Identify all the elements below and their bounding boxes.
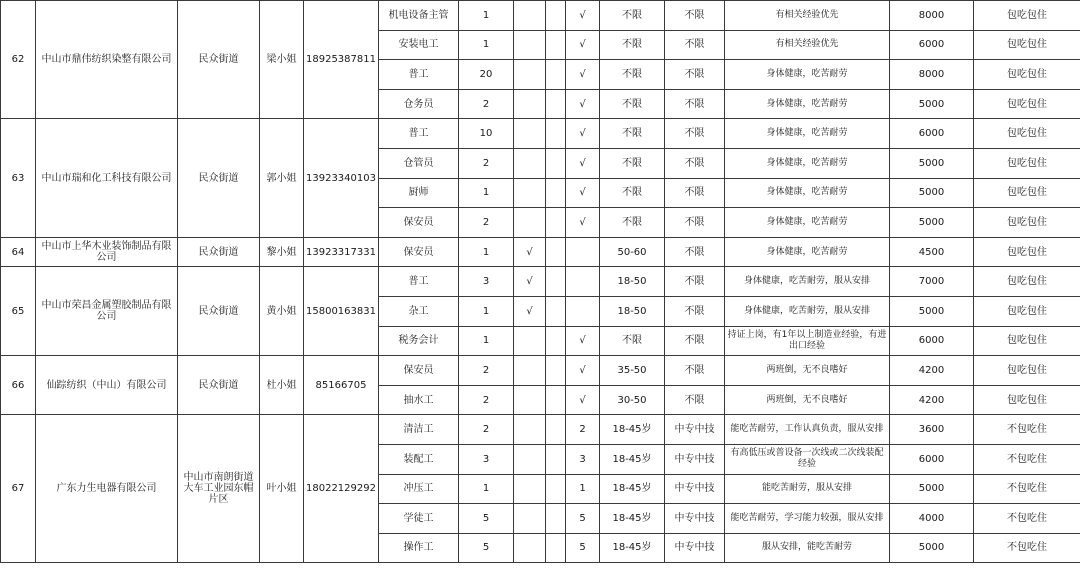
job-requirements: 身体健康，吃苦耐劳	[725, 178, 890, 208]
company-street: 中山市南朗街道大车工业园东帽片区	[178, 415, 260, 563]
job-mark-2	[546, 119, 566, 149]
job-age: 18-45岁	[600, 444, 665, 474]
job-mark-3: √	[566, 208, 600, 238]
job-age: 18-45岁	[600, 533, 665, 563]
job-requirements: 能吃苦耐劳，服从安排	[725, 474, 890, 504]
contact-person: 黎小姐	[260, 237, 304, 267]
job-salary: 5000	[890, 89, 974, 119]
job-mark-3: √	[566, 1, 600, 31]
job-mark-1	[514, 533, 546, 563]
job-age: 18-45岁	[600, 504, 665, 534]
job-benefits: 包吃包住	[974, 326, 1080, 356]
job-mark-2	[546, 267, 566, 297]
job-mark-2	[546, 148, 566, 178]
job-education: 不限	[665, 89, 725, 119]
job-education: 中专中技	[665, 415, 725, 445]
job-education: 不限	[665, 30, 725, 60]
job-age: 不限	[600, 148, 665, 178]
job-mark-2	[546, 356, 566, 386]
job-benefits: 包吃包住	[974, 1, 1080, 31]
job-mark-3	[566, 237, 600, 267]
job-age: 不限	[600, 89, 665, 119]
job-count: 2	[459, 356, 514, 386]
job-benefits: 包吃包住	[974, 89, 1080, 119]
job-education: 不限	[665, 148, 725, 178]
job-mark-1: √	[514, 296, 546, 326]
job-mark-3: 5	[566, 504, 600, 534]
job-salary: 6000	[890, 444, 974, 474]
job-education: 不限	[665, 296, 725, 326]
job-salary: 3600	[890, 415, 974, 445]
job-education: 不限	[665, 237, 725, 267]
job-requirements: 身体健康，吃苦耐劳	[725, 119, 890, 149]
job-mark-1	[514, 119, 546, 149]
job-benefits: 包吃包住	[974, 385, 1080, 415]
job-mark-3: 2	[566, 415, 600, 445]
job-title: 学徒工	[379, 504, 459, 534]
job-education: 中专中技	[665, 444, 725, 474]
job-age: 不限	[600, 1, 665, 31]
company-number: 67	[1, 415, 36, 563]
job-count: 1	[459, 296, 514, 326]
job-education: 中专中技	[665, 504, 725, 534]
table-row	[1, 415, 1080, 445]
job-mark-1	[514, 60, 546, 90]
job-education: 不限	[665, 1, 725, 31]
job-mark-2	[546, 533, 566, 563]
job-age: 不限	[600, 30, 665, 60]
job-count: 3	[459, 267, 514, 297]
job-mark-2	[546, 385, 566, 415]
job-salary: 4500	[890, 237, 974, 267]
job-count: 1	[459, 30, 514, 60]
job-benefits: 包吃包住	[974, 356, 1080, 386]
job-mark-2	[546, 178, 566, 208]
job-mark-2	[546, 326, 566, 356]
job-benefits: 包吃包住	[974, 296, 1080, 326]
job-benefits: 不包吃住	[974, 474, 1080, 504]
company-street: 民众街道	[178, 119, 260, 237]
job-mark-3: √	[566, 178, 600, 208]
contact-phone: 85166705	[304, 356, 379, 415]
table-row	[1, 1, 1080, 31]
job-mark-2	[546, 30, 566, 60]
job-count: 2	[459, 385, 514, 415]
job-mark-1	[514, 1, 546, 31]
job-title: 保安员	[379, 356, 459, 386]
job-requirements: 身体健康，吃苦耐劳	[725, 237, 890, 267]
job-requirements: 持证上岗，有1年以上制造业经验，有进出口经验	[725, 326, 890, 356]
job-age: 18-50	[600, 296, 665, 326]
contact-phone: 18925387811	[304, 1, 379, 119]
job-benefits: 不包吃住	[974, 415, 1080, 445]
company-number: 63	[1, 119, 36, 237]
job-age: 不限	[600, 178, 665, 208]
job-mark-1	[514, 385, 546, 415]
job-title: 仓管员	[379, 148, 459, 178]
job-benefits: 不包吃住	[974, 444, 1080, 474]
job-count: 10	[459, 119, 514, 149]
company-name: 中山市上华木业装饰制品有限公司	[36, 237, 178, 267]
job-salary: 5000	[890, 208, 974, 238]
job-mark-1	[514, 178, 546, 208]
job-salary: 4200	[890, 385, 974, 415]
job-mark-2	[546, 89, 566, 119]
job-requirements: 身体健康，吃苦耐劳，服从安排	[725, 267, 890, 297]
job-count: 2	[459, 148, 514, 178]
company-name: 中山市鼎伟纺织染整有限公司	[36, 1, 178, 119]
table-row	[1, 267, 1080, 297]
job-education: 不限	[665, 178, 725, 208]
job-title: 保安员	[379, 208, 459, 238]
company-name: 广东力生电器有限公司	[36, 415, 178, 563]
job-benefits: 包吃包住	[974, 267, 1080, 297]
job-mark-3: √	[566, 356, 600, 386]
job-mark-2	[546, 296, 566, 326]
job-count: 2	[459, 208, 514, 238]
company-name: 中山市瑞和化工科技有限公司	[36, 119, 178, 237]
contact-person: 黄小姐	[260, 267, 304, 356]
company-name: 仙踪纺织（中山）有限公司	[36, 356, 178, 415]
job-benefits: 包吃包住	[974, 208, 1080, 238]
job-title: 杂工	[379, 296, 459, 326]
job-benefits: 包吃包住	[974, 119, 1080, 149]
job-mark-2	[546, 208, 566, 238]
job-requirements: 身体健康，吃苦耐劳	[725, 208, 890, 238]
job-title: 税务会计	[379, 326, 459, 356]
job-count: 1	[459, 1, 514, 31]
job-requirements: 身体健康，吃苦耐劳	[725, 89, 890, 119]
job-benefits: 不包吃住	[974, 504, 1080, 534]
job-age: 不限	[600, 326, 665, 356]
job-age: 18-50	[600, 267, 665, 297]
company-number: 65	[1, 267, 36, 356]
contact-phone: 13923340103	[304, 119, 379, 237]
job-salary: 6000	[890, 119, 974, 149]
job-age: 不限	[600, 60, 665, 90]
company-street: 民众街道	[178, 267, 260, 356]
job-title: 清洁工	[379, 415, 459, 445]
job-mark-1	[514, 208, 546, 238]
company-street: 民众街道	[178, 1, 260, 119]
job-education: 不限	[665, 356, 725, 386]
job-title: 普工	[379, 267, 459, 297]
job-salary: 5000	[890, 148, 974, 178]
job-salary: 5000	[890, 178, 974, 208]
table-body	[1, 1, 1080, 563]
contact-phone: 15800163831	[304, 267, 379, 356]
job-title: 普工	[379, 60, 459, 90]
job-count: 2	[459, 415, 514, 445]
job-mark-1	[514, 30, 546, 60]
job-education: 不限	[665, 119, 725, 149]
job-mark-2	[546, 504, 566, 534]
job-salary: 6000	[890, 30, 974, 60]
job-benefits: 不包吃住	[974, 533, 1080, 563]
table-row	[1, 237, 1080, 267]
job-requirements: 两班倒，无不良嗜好	[725, 356, 890, 386]
job-mark-1	[514, 148, 546, 178]
job-benefits: 包吃包住	[974, 237, 1080, 267]
job-salary: 5000	[890, 296, 974, 326]
job-title: 抽水工	[379, 385, 459, 415]
job-mark-1	[514, 504, 546, 534]
table-row	[1, 356, 1080, 386]
job-mark-2	[546, 60, 566, 90]
job-count: 5	[459, 504, 514, 534]
job-title: 厨师	[379, 178, 459, 208]
contact-person: 叶小姐	[260, 415, 304, 563]
job-requirements: 有相关经验优先	[725, 1, 890, 31]
job-age: 50-60	[600, 237, 665, 267]
job-count: 1	[459, 326, 514, 356]
company-number: 62	[1, 1, 36, 119]
job-age: 35-50	[600, 356, 665, 386]
job-salary: 7000	[890, 267, 974, 297]
job-mark-3: √	[566, 119, 600, 149]
job-mark-3: √	[566, 326, 600, 356]
job-title: 仓务员	[379, 89, 459, 119]
job-age: 不限	[600, 119, 665, 149]
job-mark-2	[546, 1, 566, 31]
job-mark-3: √	[566, 385, 600, 415]
job-title: 普工	[379, 119, 459, 149]
company-name: 中山市荣昌金属塑胶制品有限公司	[36, 267, 178, 356]
job-benefits: 包吃包住	[974, 178, 1080, 208]
company-street: 民众街道	[178, 237, 260, 267]
job-mark-2	[546, 474, 566, 504]
job-title: 安装电工	[379, 30, 459, 60]
contact-person: 杜小姐	[260, 356, 304, 415]
job-mark-3: 1	[566, 474, 600, 504]
job-mark-1	[514, 89, 546, 119]
job-mark-3: 5	[566, 533, 600, 563]
job-salary: 5000	[890, 533, 974, 563]
job-benefits: 包吃包住	[974, 60, 1080, 90]
job-mark-3: √	[566, 30, 600, 60]
job-mark-1	[514, 326, 546, 356]
contact-phone: 13923317331	[304, 237, 379, 267]
job-title: 冲压工	[379, 474, 459, 504]
job-education: 不限	[665, 385, 725, 415]
job-requirements: 身体健康，吃苦耐劳	[725, 60, 890, 90]
job-requirements: 能吃苦耐劳，工作认真负责，服从安排	[725, 415, 890, 445]
job-education: 不限	[665, 326, 725, 356]
job-count: 1	[459, 178, 514, 208]
job-mark-3	[566, 296, 600, 326]
job-education: 不限	[665, 208, 725, 238]
job-count: 2	[459, 89, 514, 119]
job-title: 装配工	[379, 444, 459, 474]
job-education: 中专中技	[665, 533, 725, 563]
job-benefits: 包吃包住	[974, 148, 1080, 178]
job-age: 18-45岁	[600, 415, 665, 445]
job-count: 5	[459, 533, 514, 563]
job-count: 20	[459, 60, 514, 90]
job-title: 保安员	[379, 237, 459, 267]
job-requirements: 能吃苦耐劳，学习能力较强，服从安排	[725, 504, 890, 534]
job-age: 18-45岁	[600, 474, 665, 504]
job-mark-3: √	[566, 60, 600, 90]
contact-person: 梁小姐	[260, 1, 304, 119]
job-count: 1	[459, 474, 514, 504]
job-mark-1: √	[514, 237, 546, 267]
job-benefits: 包吃包住	[974, 30, 1080, 60]
job-salary: 5000	[890, 474, 974, 504]
job-requirements: 身体健康，吃苦耐劳，服从安排	[725, 296, 890, 326]
job-mark-3: √	[566, 148, 600, 178]
job-mark-1	[514, 444, 546, 474]
job-salary: 8000	[890, 1, 974, 31]
job-salary: 4000	[890, 504, 974, 534]
job-mark-2	[546, 415, 566, 445]
job-mark-1: √	[514, 267, 546, 297]
job-mark-2	[546, 237, 566, 267]
company-street: 民众街道	[178, 356, 260, 415]
job-education: 不限	[665, 267, 725, 297]
job-mark-2	[546, 444, 566, 474]
job-requirements: 两班倒，无不良嗜好	[725, 385, 890, 415]
job-title: 操作工	[379, 533, 459, 563]
contact-person: 郭小姐	[260, 119, 304, 237]
job-requirements: 有相关经验优先	[725, 30, 890, 60]
job-mark-3: 3	[566, 444, 600, 474]
job-education: 不限	[665, 60, 725, 90]
job-mark-3	[566, 267, 600, 297]
job-requirements: 有高低压或普设备一次线或二次线装配经验	[725, 444, 890, 474]
job-age: 30-50	[600, 385, 665, 415]
job-mark-3: √	[566, 89, 600, 119]
job-mark-1	[514, 474, 546, 504]
job-mark-1	[514, 415, 546, 445]
table-row	[1, 119, 1080, 149]
job-requirements: 服从安排，能吃苦耐劳	[725, 533, 890, 563]
company-number: 64	[1, 237, 36, 267]
job-count: 1	[459, 237, 514, 267]
job-age: 不限	[600, 208, 665, 238]
job-count: 3	[459, 444, 514, 474]
job-education: 中专中技	[665, 474, 725, 504]
job-mark-1	[514, 356, 546, 386]
job-requirements: 身体健康，吃苦耐劳	[725, 148, 890, 178]
job-salary: 4200	[890, 356, 974, 386]
company-number: 66	[1, 356, 36, 415]
job-salary: 6000	[890, 326, 974, 356]
job-title: 机电设备主管	[379, 1, 459, 31]
contact-phone: 18022129292	[304, 415, 379, 563]
job-salary: 8000	[890, 60, 974, 90]
